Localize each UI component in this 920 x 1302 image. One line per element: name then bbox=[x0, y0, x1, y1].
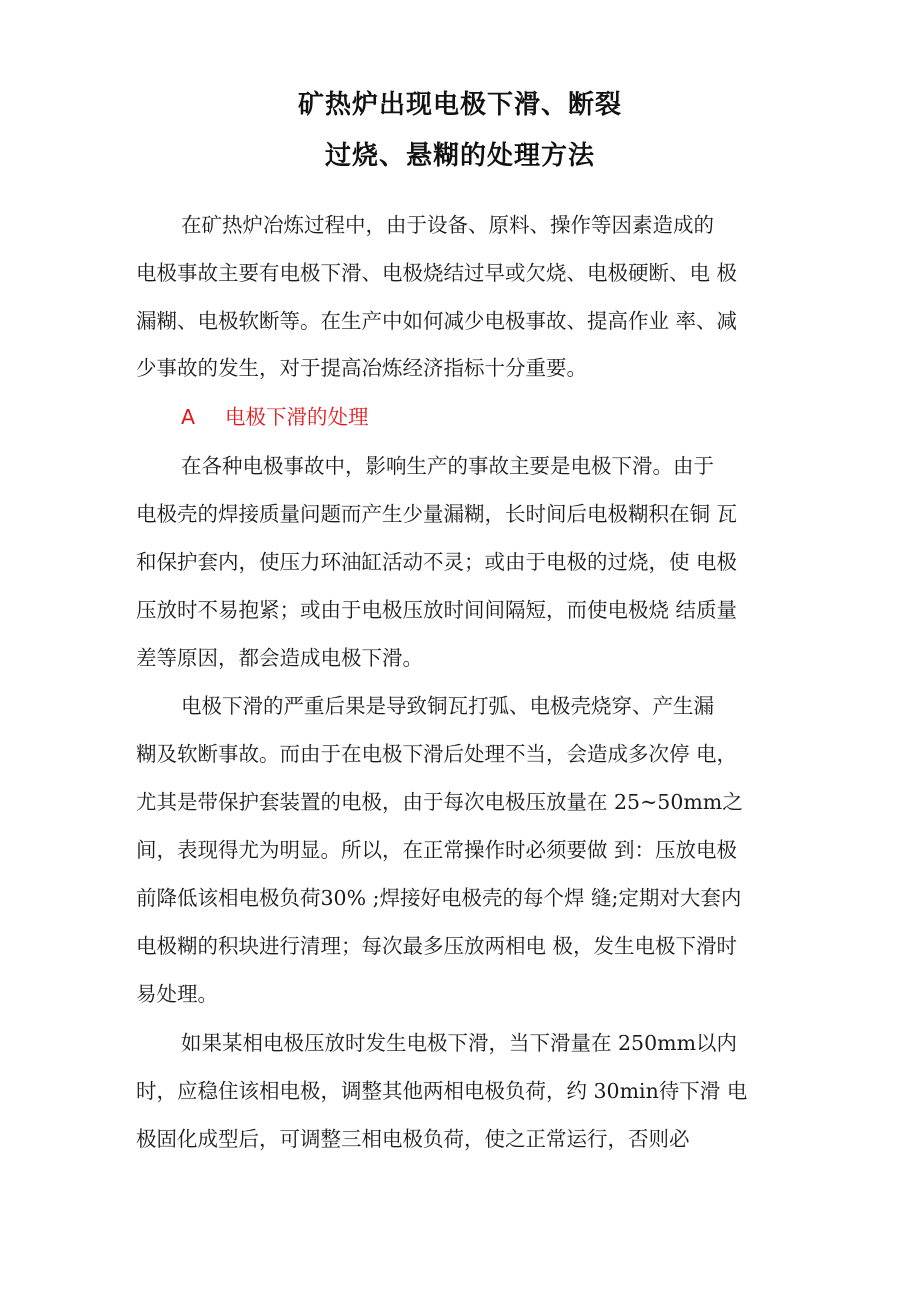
paragraph-line: 易处理。 bbox=[136, 982, 218, 1006]
paragraph-line: 电极壳的焊接质量问题而产生少量漏糊，长时间后电极糊积在铜 瓦 bbox=[136, 502, 738, 526]
intro-line: 少事故的发生，对于提高冶炼经济指标十分重要。 bbox=[136, 356, 587, 380]
section-title: 电极下滑的处理 bbox=[225, 405, 369, 429]
paragraph-line: 在各种电极事故中，影响生产的事故主要是电极下滑。由于 bbox=[181, 454, 714, 478]
paragraph-line: 差等原因，都会造成电极下滑。 bbox=[136, 646, 423, 670]
document-title-line-1: 矿热炉出现电极下滑、断裂 bbox=[297, 90, 622, 120]
paragraph-line: 尤其是带保护套装置的电极，由于每次电极压放量在 25~50mm之 bbox=[136, 790, 743, 814]
paragraph-line: 间，表现得尤为明显。所以，在正常操作时必须要做 到：压放电极 bbox=[136, 838, 738, 862]
paragraph-line: 极固化成型后，可调整三相电极负荷，使之正常运行，否则必 bbox=[136, 1127, 690, 1151]
paragraph-line: 电极糊的积块进行清理；每次最多压放两相电 极，发生电极下滑时 bbox=[136, 934, 738, 958]
section-heading-a bbox=[181, 402, 369, 432]
paragraph-line: 时，应稳住该相电极，调整其他两相电极负荷，约 30min待下滑 电 bbox=[136, 1079, 748, 1103]
document-title-line-2: 过烧、悬糊的处理方法 bbox=[324, 141, 595, 171]
intro-line: 漏糊、电极软断等。在生产中如何减少电极事故、提高作业 率、减 bbox=[136, 309, 738, 333]
intro-line: 在矿热炉冶炼过程中，由于设备、原料、操作等因素造成的 bbox=[181, 213, 714, 237]
paragraph-line: 糊及软断事故。而由于在电极下滑后处理不当，会造成多次停 电， bbox=[136, 742, 738, 766]
intro-line: 电极事故主要有电极下滑、电极烧结过早或欠烧、电极硬断、电 极 bbox=[136, 261, 738, 285]
paragraph-line: 压放时不易抱紧；或由于电极压放时间间隔短，而使电极烧 结质量 bbox=[136, 598, 738, 622]
section-letter: A bbox=[181, 405, 196, 429]
paragraph-line: 前降低该相电极负荷30% ;焊接好电极壳的每个焊 缝;定期对大套内 bbox=[136, 886, 742, 910]
paragraph-line: 电极下滑的严重后果是导致铜瓦打弧、电极壳烧穿、产生漏 bbox=[181, 694, 714, 718]
paragraph-line: 如果某相电极压放时发生电极下滑，当下滑量在 250mm以内 bbox=[181, 1031, 738, 1055]
paragraph-line: 和保护套内，使压力环油缸活动不灵；或由于电极的过烧，使 电极 bbox=[136, 550, 738, 574]
